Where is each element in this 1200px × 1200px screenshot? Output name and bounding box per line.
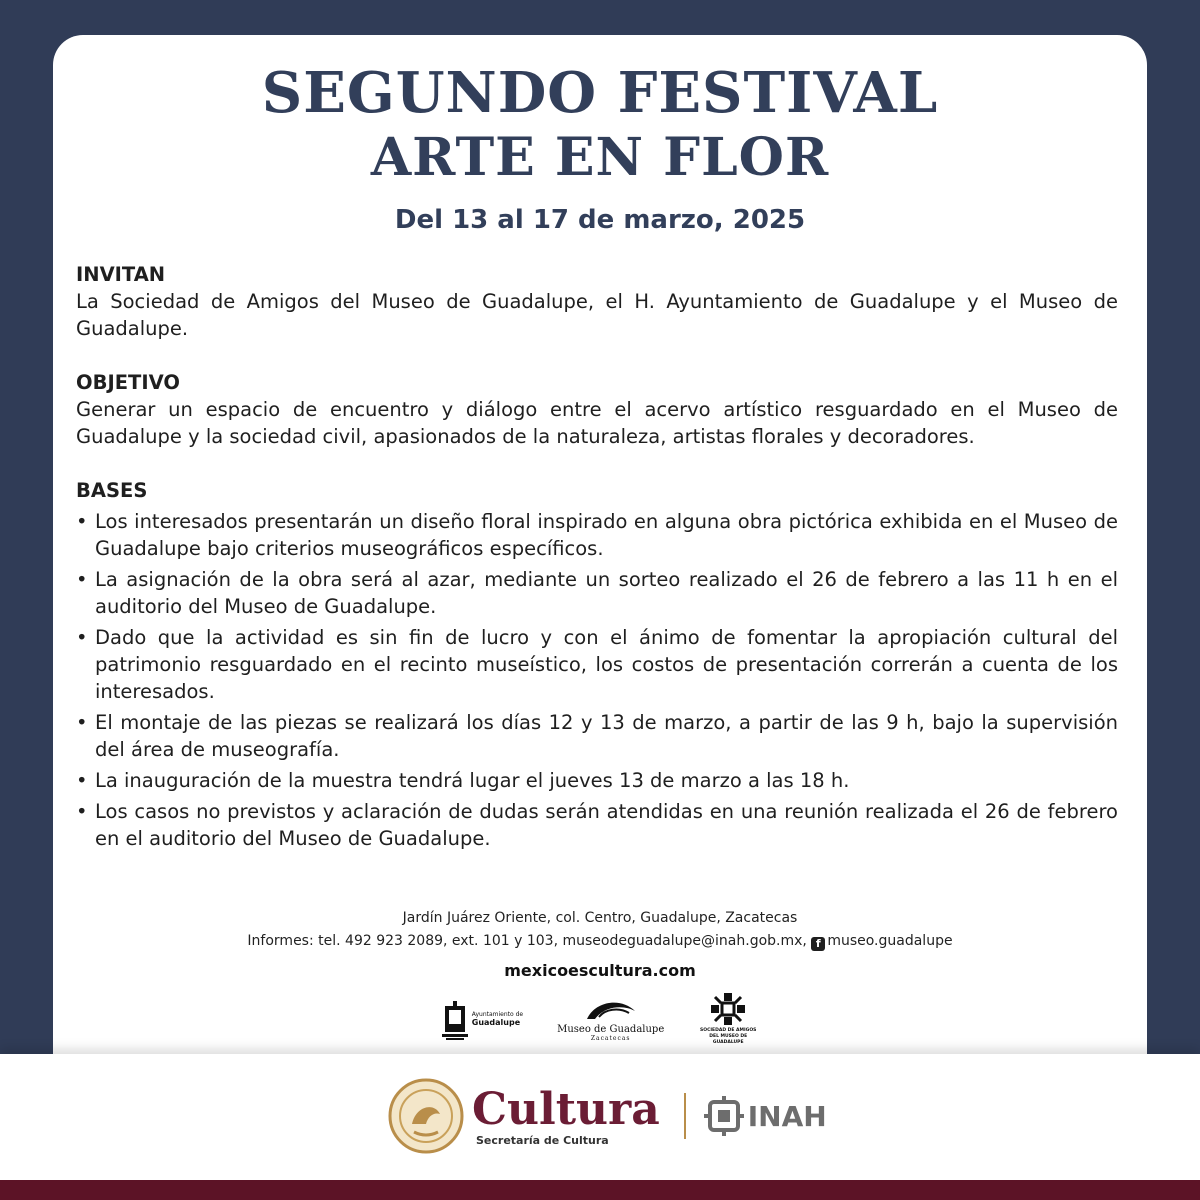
ayuntamiento-logo	[442, 1000, 523, 1040]
bases-item: • El montaje de las piezas se realizará los días 12 y 13 de marzo, a partir de las 9 h, bajo la supervisión del área de museografía.	[76, 709, 1118, 763]
objetivo-heading: OBJETIVO	[76, 371, 180, 394]
bases-item: • Los casos no previstos y aclaración de dudas serán atendidas en una reunión realizada el 26 de febrero en el auditorio del Museo de Guadalupe.	[76, 798, 1118, 852]
bases-item: • Los interesados presentarán un diseño floral inspirado en alguna obra pictórica exhibida en el Museo de Guadalupe bajo criterios museográficos específicos.	[76, 508, 1118, 562]
bases-section	[76, 477, 1118, 852]
bases-list	[76, 508, 1118, 852]
festival-title-line1: SEGUNDO FESTIVAL	[261, 60, 939, 126]
sociedad-logo	[698, 993, 758, 1046]
invitan-section	[76, 261, 1118, 342]
footer-contact	[53, 933, 1147, 951]
museo-city: Zacatecas	[590, 1035, 631, 1042]
bottom-color-strip	[0, 1180, 1200, 1200]
poster-card	[53, 35, 1147, 1095]
mexico-seal-icon	[388, 1078, 464, 1154]
logo-divider	[684, 1093, 686, 1139]
website-link[interactable]: mexicoescultura.com	[504, 961, 696, 980]
inah-label: INAH	[747, 1099, 827, 1133]
museo-name: Museo de Guadalupe	[557, 1024, 665, 1035]
festival-title-line2: ARTE EN FLOR	[370, 127, 830, 188]
invitan-text: La Sociedad de Amigos del Museo de Guadalupe, el H. Ayuntamiento de Guadalupe y el Museo de Guadalupe.	[76, 290, 1118, 340]
bases-heading: BASES	[76, 479, 148, 502]
inah-logo	[704, 1096, 827, 1136]
inah-emblem-icon	[704, 1096, 744, 1136]
ayuntamiento-name: Guadalupe	[471, 1018, 521, 1027]
objetivo-section	[76, 369, 1118, 450]
ayuntamiento-small-label: Ayuntamiento de	[471, 1011, 524, 1018]
festival-dates: Del 13 al 17 de marzo, 2025	[394, 205, 806, 235]
secretaria-label: Secretaría de Cultura	[476, 1133, 609, 1147]
partner-logos	[53, 993, 1147, 1046]
government-logos	[388, 1078, 827, 1154]
museo-logo	[557, 997, 664, 1042]
cultura-logo-text: Cultura	[472, 1083, 660, 1135]
facebook-link[interactable]: museo.guadalupe	[827, 933, 953, 949]
objetivo-text: Generar un espacio de encuentro y diálogo entre el acervo artístico resguardado en el Museo de Guadalupe y la sociedad civil, apasionados de la naturaleza, artistas florales y decoradores.	[76, 398, 1118, 448]
sociedad-name: SOCIEDAD DE AMIGOS DEL MUSEO DE GUADALUPE	[700, 1028, 757, 1045]
facebook-icon: f	[811, 937, 825, 951]
bases-item: • Dado que la actividad es sin fin de lucro y con el ánimo de fomentar la apropiación cultural del patrimonio resguardado en el recinto museístico, los costos de presentación correrán a cuenta de los interesados.	[76, 624, 1118, 705]
footer-info-text: Informes: tel. 492 923 2089, ext. 101 y 103, museodeguadalupe@inah.gob.mx,	[247, 933, 807, 949]
footer-address: Jardín Juárez Oriente, col. Centro, Guadalupe, Zacatecas	[402, 910, 798, 926]
sociedad-emblem-icon	[711, 993, 745, 1025]
bases-item: • La inauguración de la muestra tendrá lugar el jueves 13 de marzo a las 18 h.	[76, 767, 1118, 794]
museo-bird-icon	[581, 997, 641, 1021]
invitan-heading: INVITAN	[76, 263, 166, 286]
ayuntamiento-crest-icon	[442, 1000, 468, 1040]
bases-item: • La asignación de la obra será al azar, mediante un sorteo realizado el 26 de febrero a las 11 h en el auditorio del Museo de Guadalupe.	[76, 566, 1118, 620]
poster-content	[76, 261, 1118, 856]
